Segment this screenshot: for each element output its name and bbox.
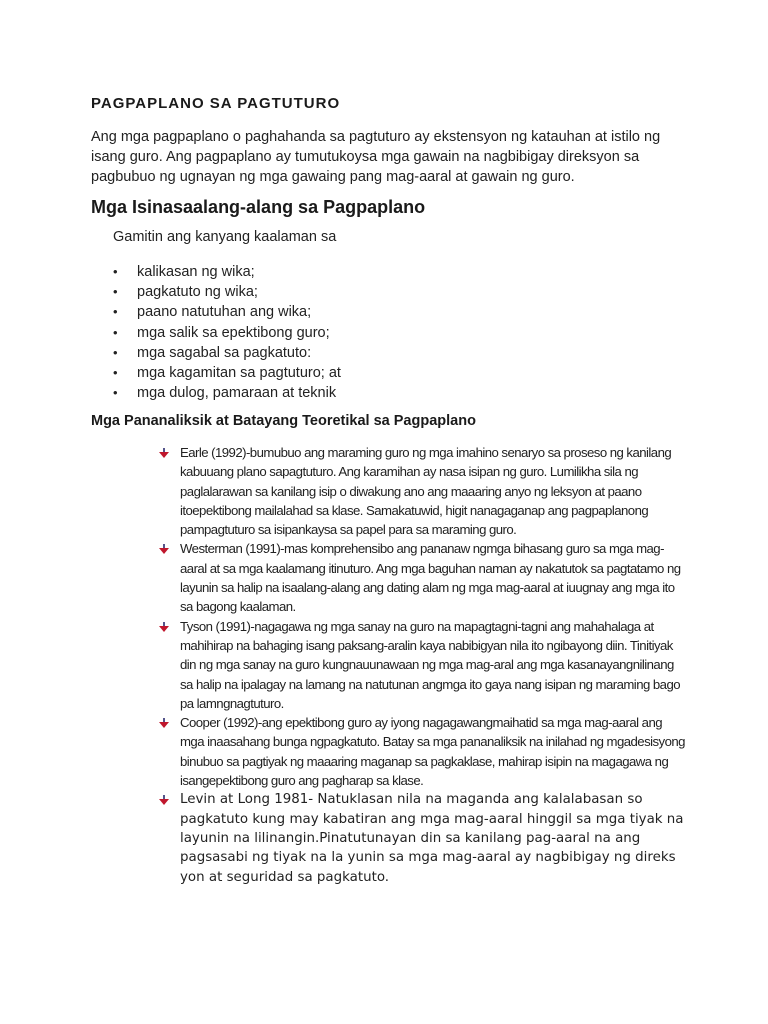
- intro-paragraph: Ang mga pagpaplano o paghahanda sa pagtuturo ay ekstensyon ng katauhan at istilo ng isang guro. Ang pagpaplano ay tumutukoysa mga gawain na nagbibigay direksyon sa pagbubuo ng ugnayan ng mga gawaing pang mag-aaral at gawain ng guro.: [91, 129, 661, 185]
- bullet-dot-icon: •: [113, 385, 118, 401]
- list-item: • mga kagamitan sa pagtuturo; at: [113, 365, 341, 382]
- research-item-earle: Earle (1992)-bumubuo ang maraming guro ng mga imahino senaryo sa proseso ng kanilang kabuuang plano sapagtuturo. Ang karamihan ay nasa isipan ng guro. Lumilikha sila ng paglalarawan sa kanilang isip o diwakung ano ang maaaring anyo ng leksyon at paano itoepektibong mailalahad sa klase. Samakatuwid, higit nanagaganap ang pagpaplanong pampagtuturo sa isipankaysa sa papel para sa maraming guro.: [157, 443, 687, 539]
- bullet-dot-icon: •: [113, 264, 118, 280]
- bullet-dot-icon: •: [113, 365, 118, 381]
- list-item: • paano natutuhan ang wika;: [113, 304, 312, 321]
- section2-heading: Mga Pananaliksik at Batayang Teoretikal sa Pagpaplano: [91, 413, 476, 429]
- list-item: • mga sagabal sa pagkatuto:: [113, 344, 312, 361]
- section1-heading: Mga Isinasaalang-alang sa Pagpaplano: [91, 197, 426, 217]
- list-item: • mga dulog, pamaraan at teknik: [113, 385, 337, 402]
- research-item-levin-long: Levin at Long 1981- Natuklasan nila na maganda ang kalalabasan so pagkatuto kung may kabatiran ang mga mag-aaral hinggil sa mga tiyak na layunin na lilinangin.Pinatutunayan din sa kanilang pag-aaral na ang pagsasabi ng tiyak na la yunin sa mga mag-aaral ay nagbibigay ng direks yon at seguridad sa pagkatuto.: [157, 790, 687, 886]
- bullet-dot-icon: •: [113, 344, 118, 360]
- bullet-dot-icon: •: [113, 324, 118, 340]
- section1-lead: Gamitin ang kanyang kaalaman sa: [113, 229, 337, 245]
- consideration-list: [113, 262, 341, 403]
- list-item: • pagkatuto ng wika;: [113, 284, 258, 301]
- research-list: [157, 443, 687, 887]
- list-item: • kalikasan ng wika;: [113, 264, 255, 281]
- arrow-down-bullet-icon: [157, 717, 171, 729]
- page-title: PAGPAPLANO SA PAGTUTURO: [91, 95, 341, 112]
- arrow-down-bullet-icon: [157, 621, 171, 633]
- bullet-dot-icon: •: [113, 284, 118, 300]
- research-item-cooper: Cooper (1992)-ang epektibong guro ay iyong nagagawangmaihatid sa mga mag-aaral ang mga inaasahang bunga ngpagkatuto. Batay sa mga pananaliksik na inilahad ng mgadesisyong binubuo sa pagtiyak ng maaaring maganap sa pagkaklase, mahirap isipin na magagawa ng isangepektibong guro ang pagharap sa klase.: [157, 713, 687, 790]
- arrow-down-bullet-icon: [157, 447, 171, 459]
- bullet-dot-icon: •: [113, 304, 118, 320]
- arrow-down-bullet-icon: [157, 543, 171, 555]
- research-item-westerman: Westerman (1991)-mas komprehensibo ang pananaw ngmga bihasang guro sa mga mag-aaral at sa mga kaalamang itinuturo. Ang mga baguhan naman ay nakatutok sa pagtatamo ng layunin sa halip na isaalang-alang ang dating alam ng mga mag-aaral at iuugnay ang mga ito sa bagong kaalaman.: [157, 539, 687, 616]
- arrow-down-bullet-icon: [157, 794, 171, 806]
- research-item-tyson: Tyson (1991)-nagagawa ng mga sanay na guro na mapagtagni-tagni ang mahahalaga at mahihirap na bahaging isang paksang-aralin kaya nabibigyan nila ito ngibayong diin. Tinitiyak din ng mga sanay na guro kungnauunawaan ng mga mag-aral ang mga kasanayangnilinang sa halip na ipalagay na lamang na natutunan angmga ito gaya nang isipan ng maraming bago pa lamngnagtuturo.: [157, 617, 687, 713]
- list-item: • mga salik sa epektibong guro;: [113, 324, 330, 341]
